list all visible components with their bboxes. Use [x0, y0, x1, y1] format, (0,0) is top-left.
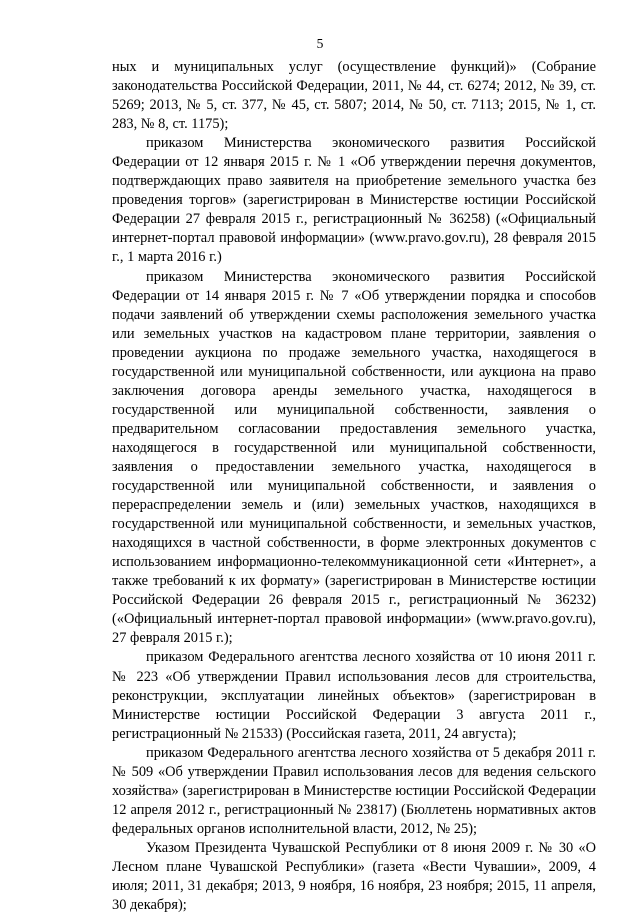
paragraph-order-forestry-509: приказом Федерального агентства лесного хозяйства от 5 декабря 2011 г. № 509 «Об утверждении Правил использования лесов для ведения сельского хозяйства» (зарегистрирован в Министерстве юстиции Российской Федерации 12 апреля 2012 г., регистрационный № 23817) (Бюллетень нормативных актов федеральных органов исполнительной власти, 2012, № 25); — [112, 744, 596, 837]
paragraph-decree-president: Указом Президента Чувашской Республики от 8 июня 2009 г. № 30 «О Лесном плане Чувашской Республики» (газета «Вести Чувашии», 2009, 4 июля; 2011, 31 декабря; 2013, 9 ноября, 16 ноября, 23 ноября; 2015, 11 апреля, 30 декабря); — [112, 839, 596, 914]
paragraph-order-mineconomy-1: приказом Министерства экономического развития Российской Федерации от 12 января 2015 г. № 1 «Об утверждении перечня документов, подтверждающих право заявителя на приобретение земельного участка без проведения торгов» (зарегистрирован в Министерстве юстиции Российской Федерации 27 февраля 2015 г., регистрационный № 36258) («Официальный интернет-портал правовой информации» (www.pravo.gov.ru), 28 февраля 2015 г., 1 марта 2016 г.) — [112, 135, 596, 266]
paragraph-continuation: ных и муниципальных услуг (осуществление функций)» (Собрание законодательства Российской Федерации, 2011, № 44, ст. 6274; 2012, № 39, ст. 5269; 2013, № 5, ст. 377, № 45, ст. 5807; 2014, № 50, ст. 7113; 2015, № 1, ст. 283, № 8, ст. 1175); — [112, 59, 596, 133]
paragraph-order-forestry-223: приказом Федерального агентства лесного хозяйства от 10 июня 2011 г. № 223 «Об утверждении Правил использования лесов для строительства, реконструкции, эксплуатации линейных объектов» (зарегистрирован в Министерстве юстиции Российской Федерации 3 августа 2011 г., регистрационный № 21533) (Российская газета, 2011, 24 августа); — [112, 649, 596, 742]
document-body — [112, 58, 596, 915]
page-number: 5 — [316, 36, 324, 51]
paragraph-order-mineconomy-7: приказом Министерства экономического развития Российской Федерации от 14 января 2015 г. № 7 «Об утверждении порядка и способов подачи заявлений об утверждении схемы расположения земельного участка или земельных участков на кадастровом плане территории, заявления о проведении аукциона по продаже земельного участка, находящегося в государственной или муниципальной собственности, или аукциона на право заключения договора аренды земельного участка, находящегося в государственной или муниципальной собственности, заявления о предварительном согласовании предоставления земельного участка, находящегося в государственной или муниципальной собственности, заявления о предоставлении земельного участка, находящегося в государственной или муниципальной собственности, и заявления о перераспределении земель и (или) земельных участков, находящихся в государственной или муниципальной собственности, и земельных участков, находящихся в частной собственности, в форме электронных документов с использованием информационно-телекоммуникационной сети «Интернет», а также требований к их формату» (зарегистрирован в Министерстве юстиции Российской Федерации 26 февраля 2015 г., регистрационный № 36232) («Официальный интернет-портал правовой информации» (www.pravo.gov.ru), 27 февраля 2015 г.); — [112, 268, 596, 647]
